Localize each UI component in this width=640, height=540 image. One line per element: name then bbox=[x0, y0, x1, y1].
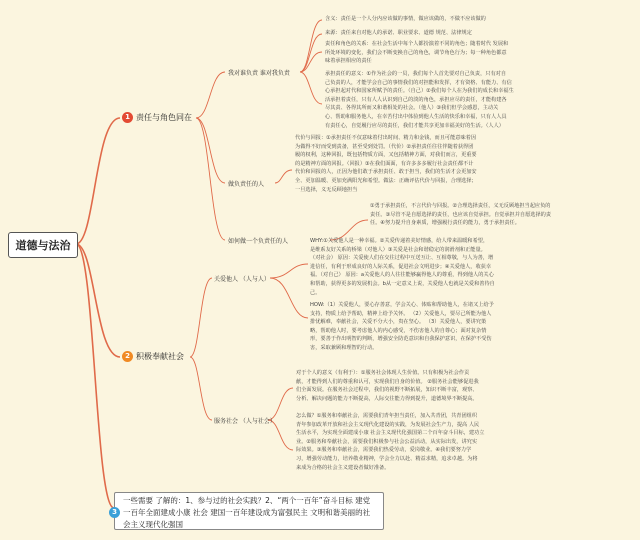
branch-label: 积极奉献社会 bbox=[136, 352, 184, 361]
branch-responsibility-and-roles[interactable] bbox=[122, 112, 192, 123]
connector-b1-s1b bbox=[196, 118, 225, 183]
subtopic-be-responsible[interactable]: 做负责任的人 bbox=[228, 181, 265, 188]
connector-root-branch3 bbox=[76, 244, 114, 508]
leaf-why-care: WHY:①关爱他人是一种幸福。②关爱传递着美好情感，给人带来温暖和希望， 是维系友好关系的桥梁（对他人）③关爱是社会和谐稳定的润滑剂和正能量。 （对社会） 原因：关爱使人们在交往过程中互送互让、互相尊敬，与人为善，增 进信任，有利于形成良好的人际关系，促进社会文明进步；④关爱他人，收获幸 福。（对自己） 原因：a关爱他人的人往往能够赢得他人的尊重，得到他人的关心 和帮助，获得更多的发展机会。b从一定意义上说，关爱他人也就是关爱和善待自 己。 bbox=[310, 238, 495, 296]
number-badge-1: 1 bbox=[122, 112, 133, 123]
root-topic[interactable] bbox=[8, 232, 78, 258]
subtopic-how-to-be-responsible[interactable]: 如何做一个负责任的人 bbox=[228, 238, 289, 245]
connector-b1-s1a bbox=[196, 72, 225, 118]
branch-label: 责任与角色同在 bbox=[136, 113, 192, 122]
subtopic-who-responsible[interactable]: 我对谁负责 谁对我负责 bbox=[228, 70, 290, 77]
subtopic-care-for-others[interactable]: 关爱他人 （人与人） bbox=[214, 276, 270, 283]
subtopic-serve-society[interactable]: 服务社会 （人与社会） bbox=[214, 418, 276, 425]
leaf-how-to-act: ①勇于承担责任，不言代价与回报。②合理选择责任，义无反顾地担当起应负的 责任。③尽管不是自愿选择的责任，也应该自觉承担。自觉承担并自愿选择的责 任。④努力提升自身素质，增强履行责任的能力，勇于承担责任。 bbox=[370, 203, 552, 227]
leaf-definition: 含义：责任是一个人分内应该做的事情，做应该做的，不做不应该做的 bbox=[325, 16, 486, 22]
connector-b1-s1c bbox=[196, 118, 225, 240]
leaf-personal-meaning: 对于个人的意义（有利于）：①服务社会体现人生价值。只有积极为社会作贡 献，才能得到人们的尊重和认可，实现我们自身的价值。 ②服务社会能够促进我 们全面发展。在服务社会过程中，我们的视野不断拓展，知识不断丰富，观察、 分析、解决问题的能力不断提高，人际交往能力得到提升，道德境界不断提高。 bbox=[296, 370, 479, 402]
connector-b2-s2a bbox=[190, 278, 212, 357]
connector-root-branch1 bbox=[76, 118, 120, 244]
root-label: 道德与法治 bbox=[15, 239, 71, 252]
leaf-source: 来源：责任来自对他人的承诺、职业要求、道德 规范、法律规定 bbox=[325, 30, 472, 36]
leaf-how-care: HOW:（1）关爱他人，要心存善意，学会关心、体贴和帮助他人，在诸又上给予 支持，物质上给予帮助，精神上给予关怀。 （2）关爱他人，要尽己所能为他人 排忧解难，奉献社会，关爱不分大小，贵在坚心。 （3）关爱他人，要讲究策 略，帮助他人时，要考虑他人的内心感受，不伤害他人的自尊心；面对复杂情 形，要善于作出明智的判断，增强安全防范意识和自我保护意识，在保护不受伤 害，采取兼顾和理智的行动。 bbox=[310, 302, 494, 351]
leaf-cost-and-reward: 代价与回报：①承担责任不仅意味着付出时间、精力和金钱，而且可能意味着因 为做得不好而受到责备，甚至受到处罚。（代价）②承担责任往往伴随着获得团 履的权利，这种回报，既包括物质方面，又包括精神方面，对我们而言，更重要 的是精神方面的回报。（回报）③在我们面面，有许多多多履行社会责任都不计 代价和回报的人，正因为他们敢于承担责任、敢于担当，我们的生活才会更加安 全、更加温暖、更加充满阳光和希望。做法：正确评估代价与回报，合理选择； 一旦选择，义无反顾地担当 bbox=[295, 135, 477, 193]
branch-things-to-know[interactable] bbox=[114, 492, 384, 530]
number-badge-3: 3 bbox=[109, 507, 120, 518]
branch-label: 一些需要 了解的：1、参与过的社会实践？2、“两个一百年”奋斗目标 建党一百年全面建成小康 社会 建国一百年建设成为富强民主 文明和谐美丽的社会主义现代化强国 bbox=[123, 496, 371, 529]
connector-b2-s2b bbox=[190, 357, 212, 420]
leaf-how-to-serve: 怎么做？①服务和奉献社会，需要我们青年担当责任，加入共青团，共青团组织 青年参加改革开放和社会主义现代化建设的实践，为发展社会生产力，提高 人民 生活水平，为实现全面建成小康 社会主义现代化强国第二个百年奋斗目标，建功立 业。②服务和奉献社会，需要我们积极参与社会公益活动，从实际出发，讲究实 际效果。③服务和奉献社会，需要我们热爱劳动，爱岗敬业。④我们要努力学 习，增强劳动能力，培养敬业精神，学会全力以赴、精益求精，追求卓越。为将 来成为合格的社会主义建设者做好准备。 bbox=[296, 413, 485, 471]
branch-contribute-to-society[interactable] bbox=[122, 351, 184, 362]
connector-root-branch2 bbox=[76, 244, 120, 357]
number-badge-2: 2 bbox=[122, 351, 133, 362]
leaf-role-relation: 责任和角色的关系：在社会生活中每个人都扮演着不同的角色；随着时代 发展和 所处环境的变化，我们会不断变换自己的角色，调节角色行为；每一种角色都意 味着承担相应的责任 bbox=[325, 41, 509, 65]
leaf-significance: 承担责任的意义：①作为社会的一员，我们每个人首先要对自己负责，只有对自 己负责的人，才能学会自己的事情我们的对担能和发挥，才有资格、有能力、有信 心承担起对代和国家所赋予的责任。（自己）②我们每个人在为我们的成长和幸福生 活承担着责任，只有人人认识到自己的淡的角色，承担应尽的责任，才能构建各 尽其责、各得其所而又和谐相处的社会。（他人）③我们但学会感恩，主动关 心、帮助和服务他人，在幸苦付出中体验到他人生活的快乐和幸福，只有人人具 有责任心，自觉履行应尽的责任，我们才能共享更加幸福美好的生活。（人人） bbox=[325, 71, 514, 129]
